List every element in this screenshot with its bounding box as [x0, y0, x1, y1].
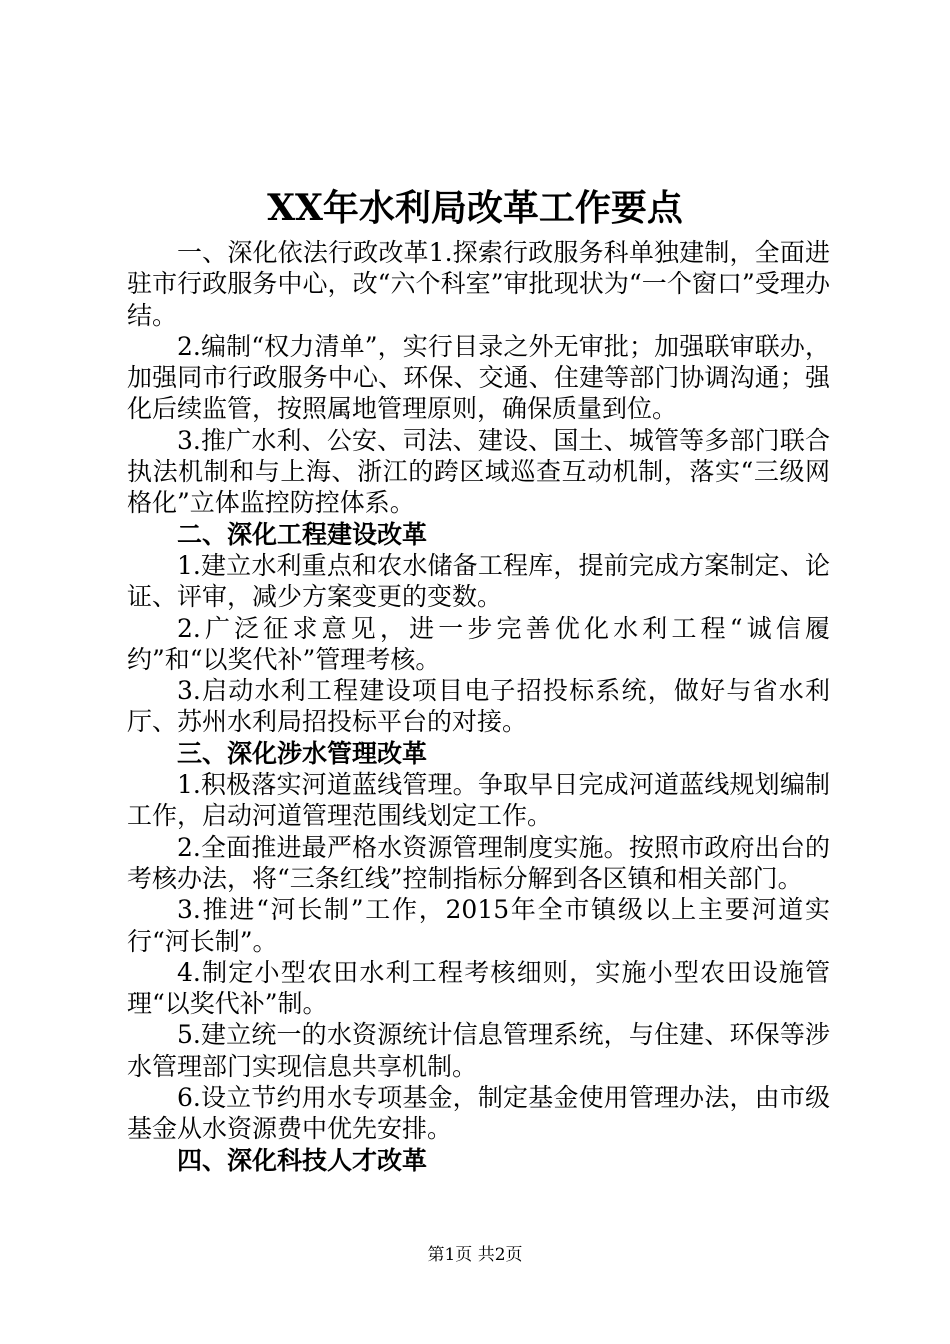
paragraph: 1.建立水利重点和农水储备工程库，提前完成方案制定、论证、评审，减少方案变更的变数。: [127, 550, 830, 612]
page-footer: 第1页 共2页: [427, 1245, 523, 1265]
paragraph: 5.建立统一的水资源统计信息管理系统，与住建、环保等涉水管理部门实现信息共享机制。: [127, 1020, 830, 1081]
section-heading: 四、深化科技人才改革: [177, 1145, 428, 1175]
paragraph: 3.启动水利工程建设项目电子招投标系统，做好与省水利厅、苏州水利局招投标平台的对接。: [127, 676, 830, 737]
paragraph: 2.广泛征求意见，进一步完善优化水利工程“诚信履约”和“以奖代补”管理考核。: [127, 613, 830, 674]
paragraph: 4.制定小型农田水利工程考核细则，实施小型农田设施管理“以奖代补”制。: [127, 957, 830, 1019]
paragraph: 1.积极落实河道蓝线管理。争取早日完成河道蓝线规划编制工作，启动河道管理范围线划定工作。: [127, 770, 830, 831]
paragraph: 2.编制“权力清单”，实行目录之外无审批；加强联审联办，加强同市行政服务中心、环保、交通、住建等部门协调沟通；强化后续监管，按照属地管理原则，确保质量到位。: [127, 331, 830, 424]
paragraph: 一、深化依法行政改革1.探索行政服务科单独建制，全面进驻市行政服务中心，改“六个科室”审批现状为“一个窗口”受理办结。: [127, 238, 830, 330]
document-body: [127, 237, 830, 1176]
paragraph: 3.推广水利、公安、司法、建设、国土、城管等多部门联合执法机制和与上海、浙江的跨区域巡查互动机制，落实“三级网格化”立体监控防控体系。: [127, 425, 830, 518]
document-title: XX年水利局改革工作要点: [267, 187, 683, 229]
section-heading: 三、深化涉水管理改革: [177, 738, 428, 768]
paragraph: 6.设立节约用水专项基金，制定基金使用管理办法，由市级基金从水资源费中优先安排。: [127, 1083, 830, 1144]
paragraph: 2.全面推进最严格水资源管理制度实施。按照市政府出台的考核办法，将“三条红线”控制指标分解到各区镇和相关部门。: [127, 832, 830, 893]
paragraph: 3.推进“河长制”工作，2015年全市镇级以上主要河道实行“河长制”。: [127, 895, 830, 956]
section-heading: 二、深化工程建设改革: [177, 519, 428, 549]
